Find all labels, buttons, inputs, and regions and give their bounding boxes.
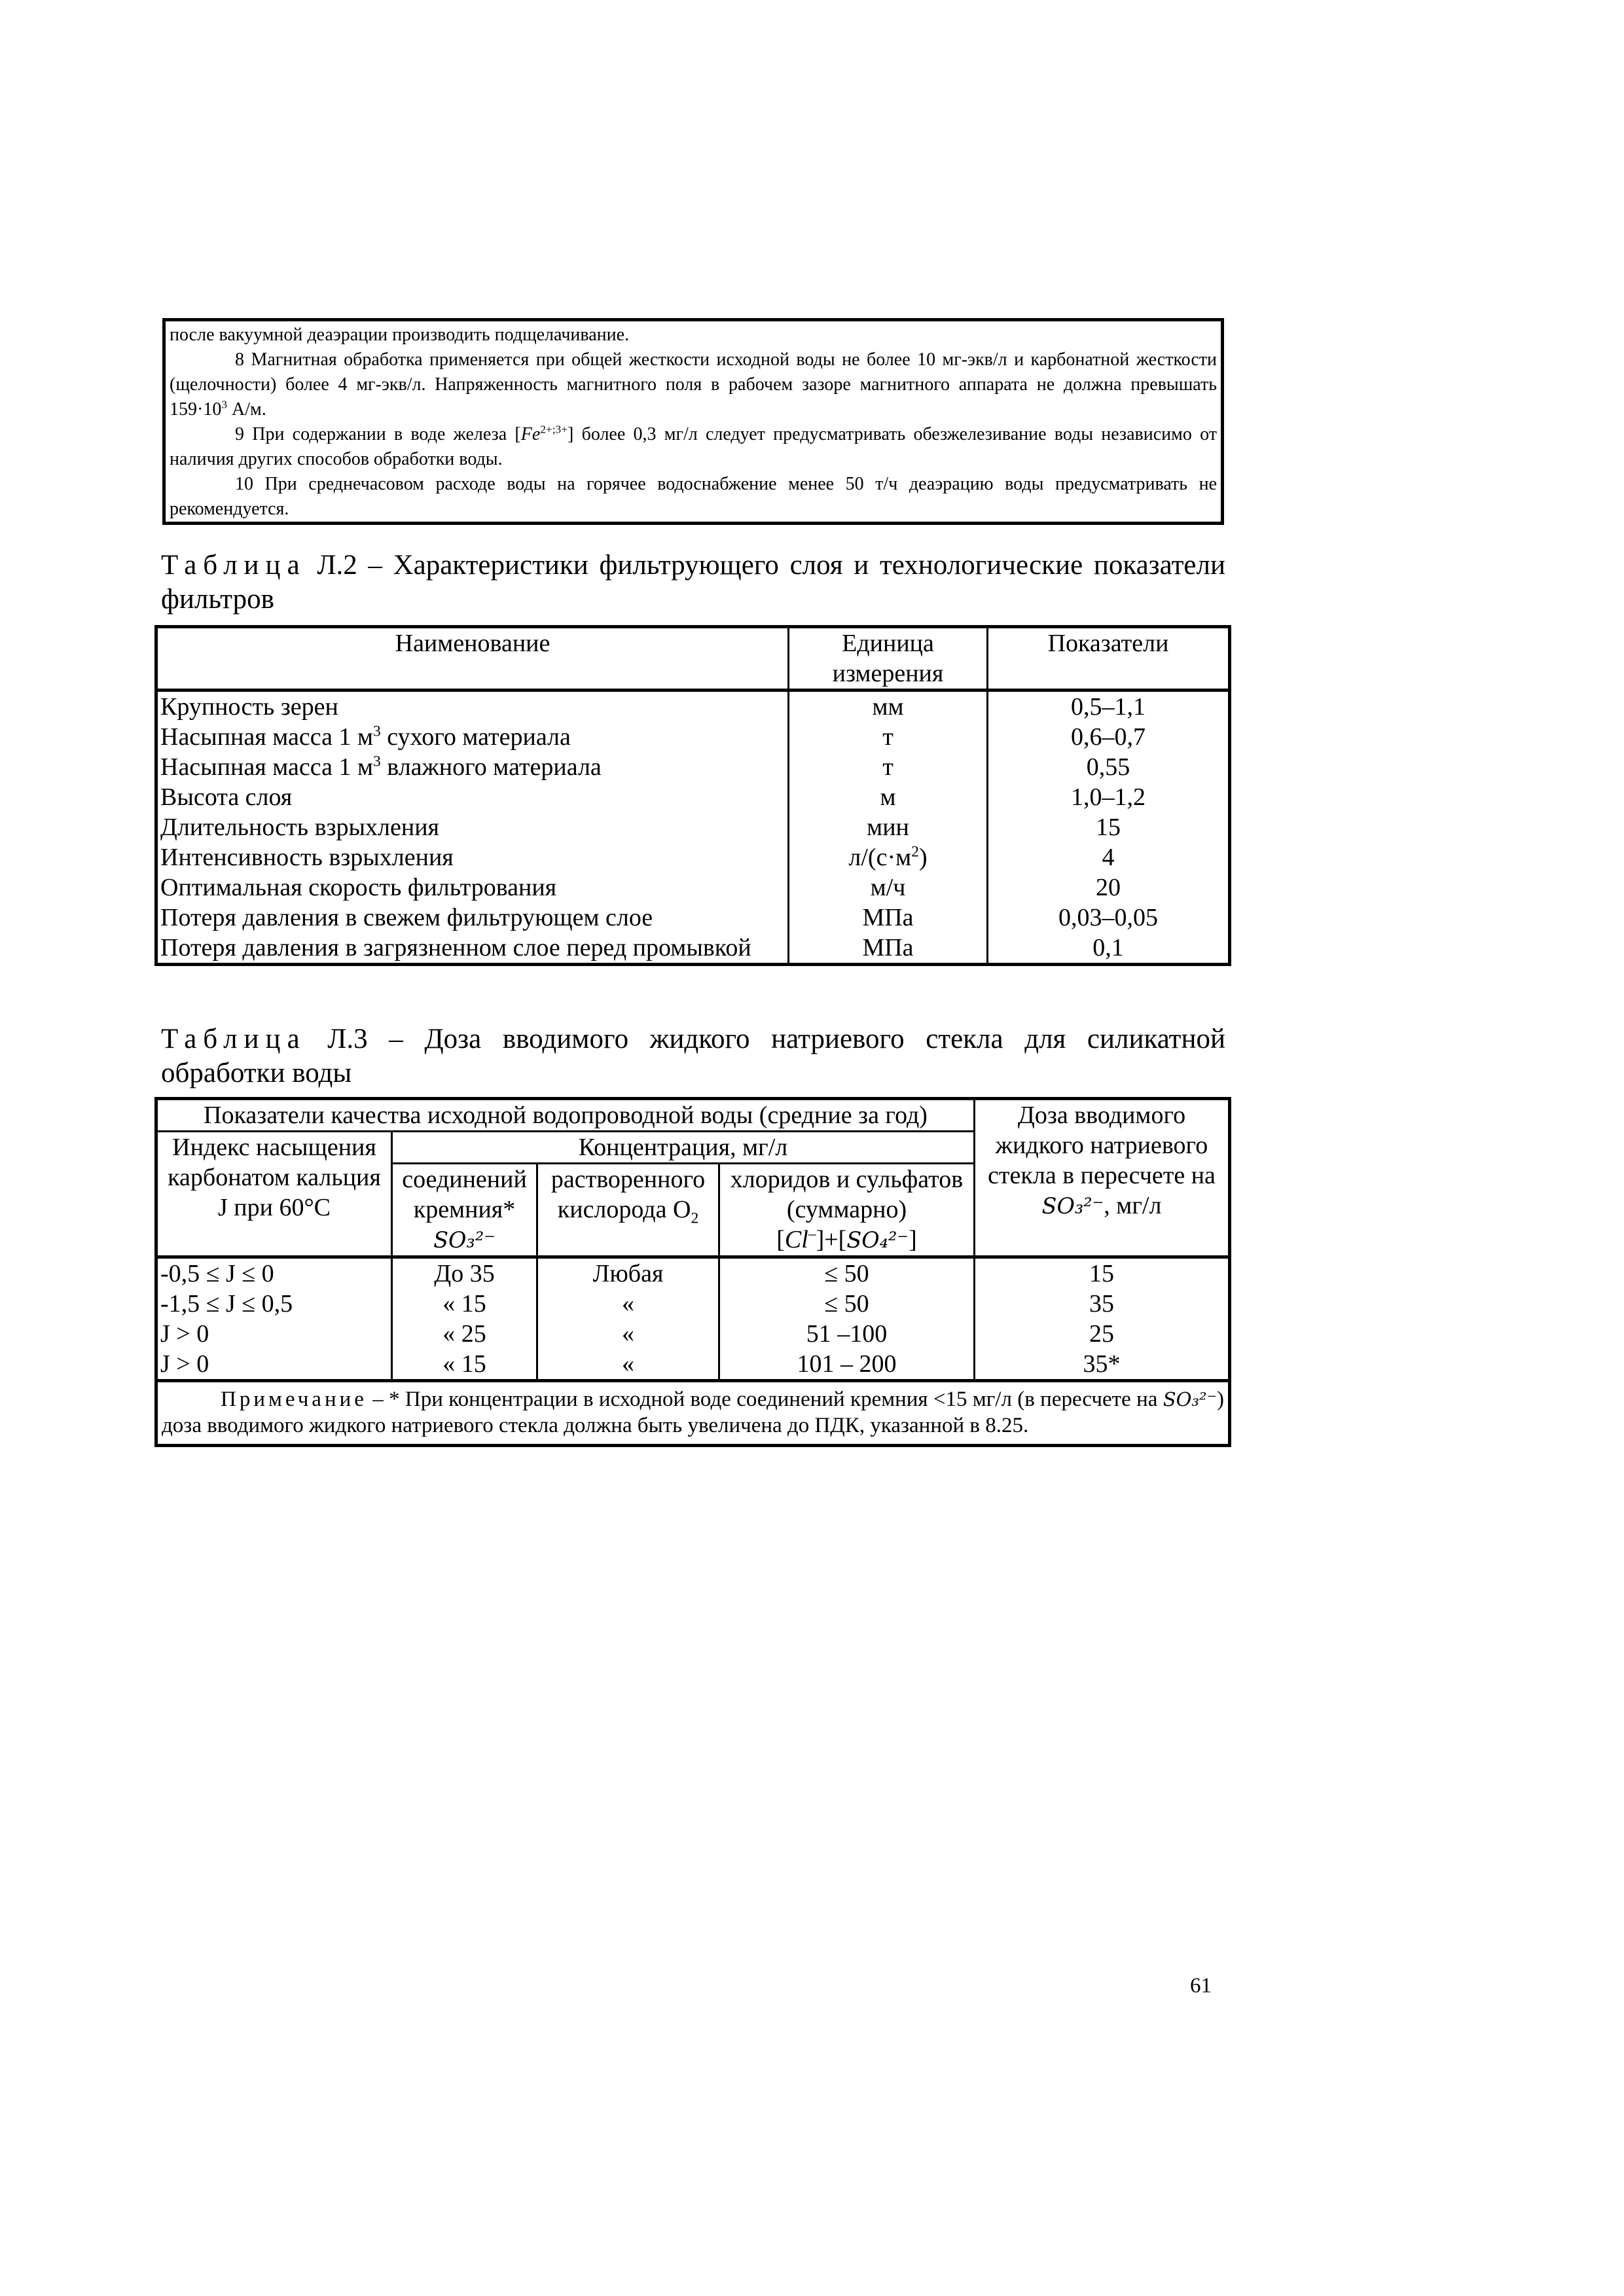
- note-9: 9 При содержании в воде железа $[Fe^{2+;3+}]$ более 0,3 мг/л следует предусматривать обезжелезивание воды независимо от наличия других способов обработки воды.: [170, 423, 1217, 469]
- header-unit: Единица измерения: [789, 627, 988, 691]
- table-l2-header: [156, 627, 1230, 691]
- table-row: Крупность зерен мм 0,5–1,1: [156, 691, 1230, 723]
- note-line-0: после вакуумной деаэрации производить подщелачивание.: [170, 325, 630, 345]
- table-row: Высота слоя м 1,0–1,2: [156, 782, 1230, 812]
- table-row: Потеря давления в свежем фильтрующем слое МПа 0,03–0,05: [156, 903, 1230, 933]
- table-l3-note: Примечание – * При концентрации в исходной воде соединений кремния <15 мг/л (в пересчете на SO₃²⁻) доза вводимого жидкого натриевого стекла должна быть увеличена до ПДК, указанной в 8.25.: [162, 1388, 1225, 1437]
- header-dose: Доза вводимого жидкого натриевого стекла в пересчете на SO₃²⁻, мг/л: [975, 1099, 1230, 1257]
- note-10: 10 При среднечасовом расходе воды на горячее водоснабжение менее 50 т/ч деаэрацию воды предусматривать не рекомендуется.: [170, 474, 1217, 519]
- table-row: -1,5 ≤ J ≤ 0,5 « 15 « ≤ 50 35: [156, 1289, 1230, 1319]
- header-concentration: Концентрация, мг/л: [392, 1132, 975, 1164]
- header-index: Индекс насыщения карбонатом кальция J при 60°С: [156, 1132, 392, 1257]
- table-row: J > 0 « 15 « 101 – 200 35*: [156, 1349, 1230, 1381]
- header-name: Наименование: [156, 627, 789, 691]
- header-chlorides: хлоридов и сульфатов (суммарно) [Cl–]+[SO₄²⁻]: [719, 1164, 975, 1257]
- table-row: J > 0 « 25 « 51 –100 25: [156, 1319, 1230, 1349]
- header-oxygen: растворенного кислорода $O_2$: [537, 1164, 719, 1257]
- table-row: -0,5 ≤ J ≤ 0 До 35 Любая ≤ 50 15: [156, 1257, 1230, 1289]
- header-quality: Показатели качества исходной водопроводной воды (средние за год): [156, 1099, 975, 1132]
- table-row: Интенсивность взрыхления $л/(с\cdot м^2)$ 4: [156, 842, 1230, 872]
- notes-box: [162, 318, 1224, 525]
- table-l3-caption: Таблица Л.3 – Доза вводимого жидкого натриевого стекла для силикатной обработки воды: [161, 1024, 1225, 1088]
- table-l3: [154, 1097, 1231, 1447]
- page-number: 61: [1190, 1974, 1212, 1998]
- table-l2: [154, 625, 1231, 966]
- table-row: Насыпная масса 1 $м^3$ влажного материала т 0,55: [156, 752, 1230, 782]
- table-row: Насыпная масса 1 $м^3$ сухого материала т 0,6–0,7: [156, 722, 1230, 752]
- table-l2-caption: Таблица Л.2 – Характеристики фильтрующего слоя и технологические показатели фильтров: [161, 550, 1225, 615]
- header-silicon: соединений кремния* SO₃²⁻: [392, 1164, 537, 1257]
- table-row: Длительность взрыхления мин 15: [156, 812, 1230, 842]
- note-8: 8 Магнитная обработка применяется при общей жесткости исходной воды не более 10 мг-экв/л и карбонатной жесткости (щелочности) более 4 мг-экв/л. Напряженность магнитного поля в рабочем зазоре магнитного аппарата не должна превышать $159\cdot 10^3$ А/м.: [170, 350, 1217, 420]
- table-l3-note-row: [156, 1381, 1230, 1446]
- table-row: Оптимальная скорость фильтрования м/ч 20: [156, 872, 1230, 903]
- table-l3-header-1: [156, 1099, 1230, 1132]
- table-row: Потеря давления в загрязненном слое перед промывкой МПа 0,1: [156, 933, 1230, 965]
- header-value: Показатели: [988, 627, 1230, 691]
